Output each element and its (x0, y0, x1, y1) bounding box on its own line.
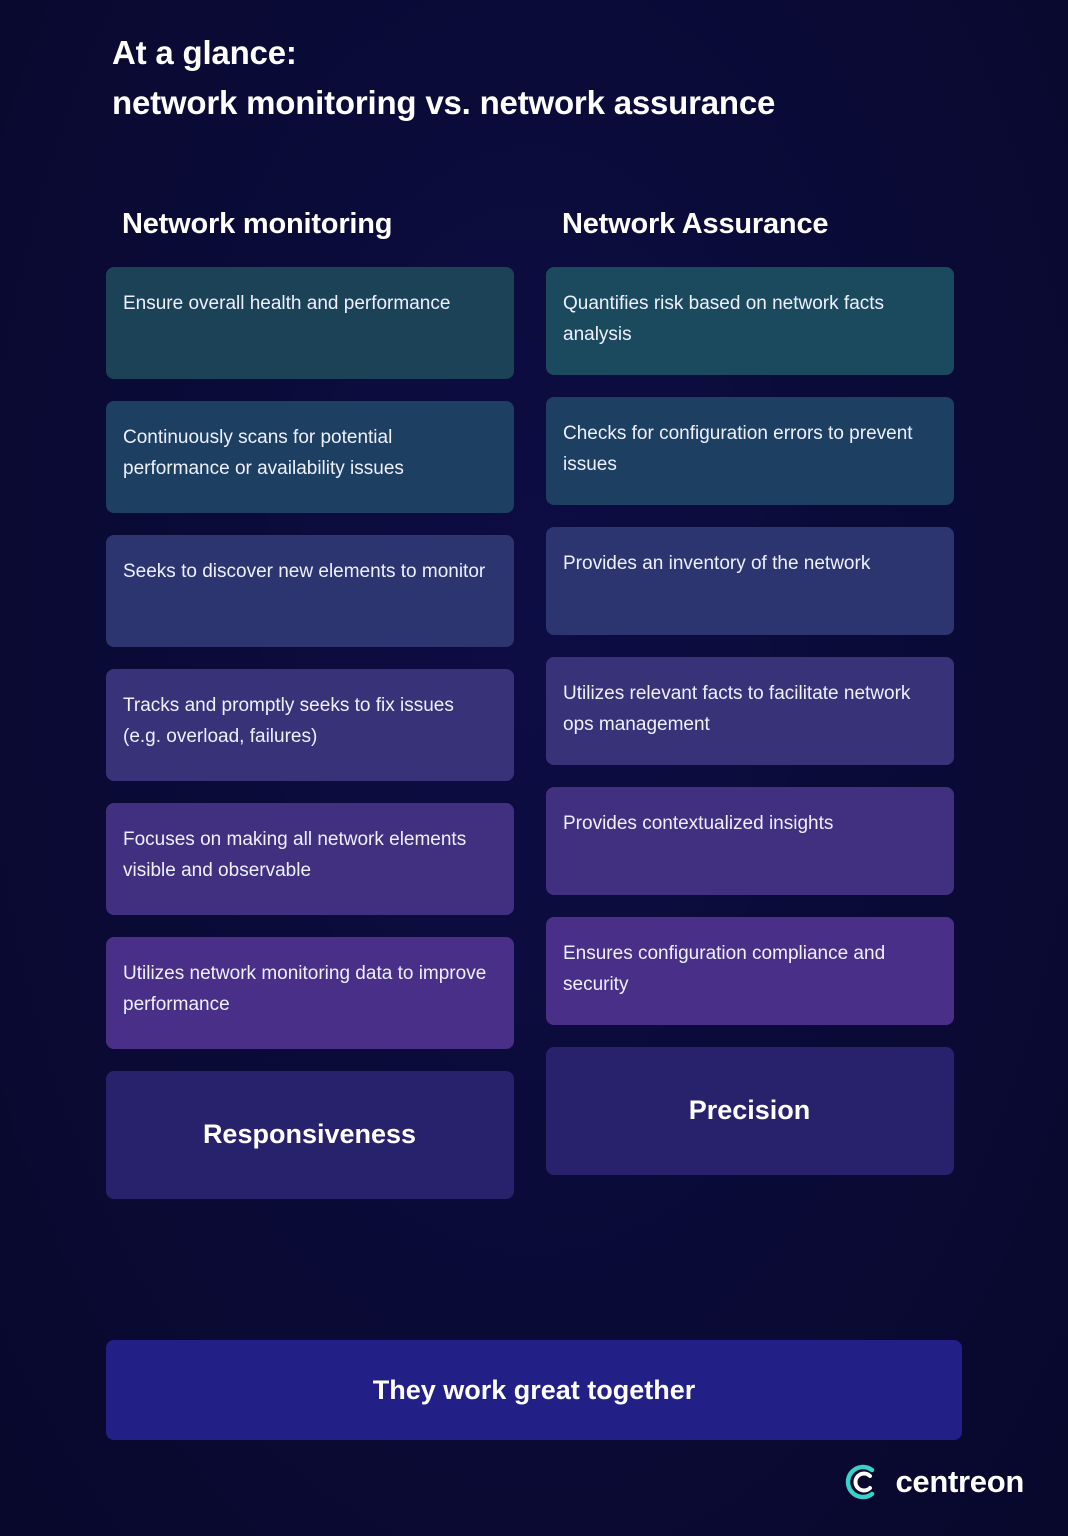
card-monitoring-5: Focuses on making all network elements visible and observable (106, 803, 514, 915)
card-assurance-3: Provides an inventory of the network (546, 527, 954, 635)
card-assurance-1: Quantifies risk based on network facts analysis (546, 267, 954, 375)
card-assurance-4: Utilizes relevant facts to facilitate network ops management (546, 657, 954, 765)
page-title-line-1: At a glance: (112, 34, 297, 71)
page-title-line-2: network monitoring vs. network assurance (112, 83, 776, 121)
card-assurance-2: Checks for configuration errors to prevent issues (546, 397, 954, 505)
column-network-monitoring (106, 208, 514, 1199)
card-assurance-6: Ensures configuration compliance and security (546, 917, 954, 1025)
card-monitoring-1: Ensure overall health and performance (106, 267, 514, 379)
page-title (112, 28, 992, 127)
card-monitoring-6: Utilizes network monitoring data to improve performance (106, 937, 514, 1049)
column-heading-monitoring: Network monitoring (122, 208, 393, 240)
column-network-assurance (546, 208, 954, 1199)
brand-logo (841, 1462, 1024, 1502)
comparison-columns (106, 208, 962, 1199)
summary-monitoring: Responsiveness (106, 1071, 514, 1199)
brand-name: centreon (895, 1464, 1024, 1499)
footer-banner: They work great together (106, 1340, 962, 1440)
card-monitoring-2: Continuously scans for potential performance or availability issues (106, 401, 514, 513)
card-monitoring-3: Seeks to discover new elements to monitor (106, 535, 514, 647)
card-monitoring-4: Tracks and promptly seeks to fix issues (e.g. overload, failures) (106, 669, 514, 781)
centreon-c-logo-icon (841, 1462, 881, 1502)
card-assurance-5: Provides contextualized insights (546, 787, 954, 895)
summary-assurance: Precision (546, 1047, 954, 1175)
column-heading-assurance: Network Assurance (562, 208, 829, 240)
